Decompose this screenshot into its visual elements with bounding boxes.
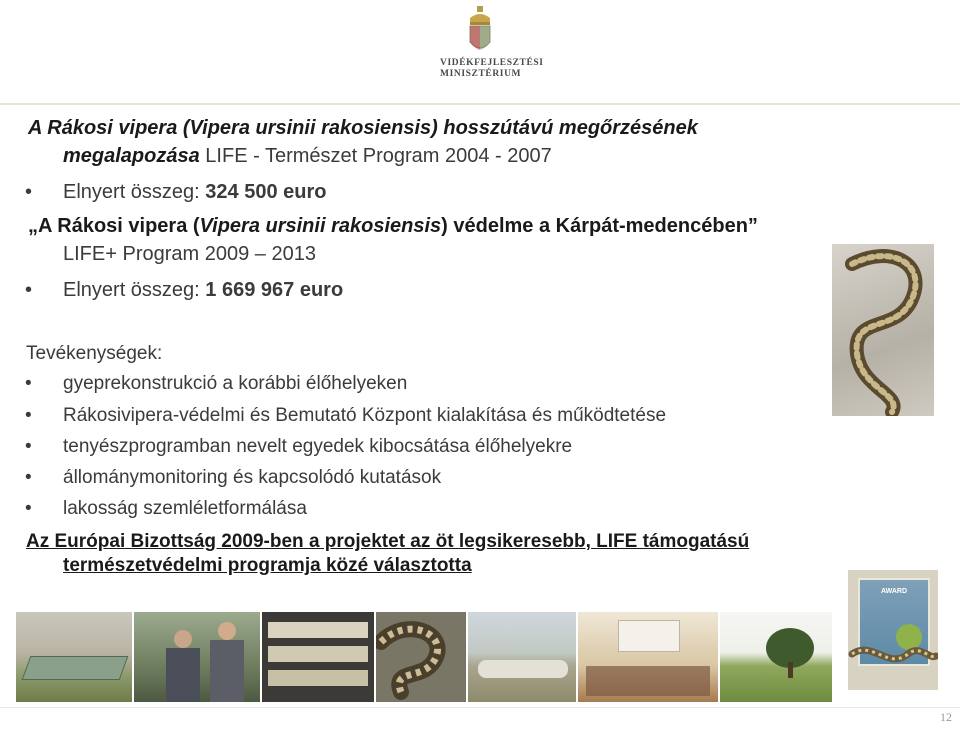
enclosure-photo [16,612,132,702]
project2-amount-label: Elnyert összeg: [63,279,206,301]
activity-item: • Rákosivipera-védelmi és Bemutató Központ kialakítása és működtetése [63,404,666,428]
logo-text-line2: MINISZTÉRIUM [440,69,522,79]
researchers-photo [134,612,260,702]
project2-program: LIFE+ Program 2009 – 2013 [63,243,316,265]
activity-item: • lakosság szemléletformálása [63,497,307,521]
ministry-logo [440,6,544,80]
viper-closeup-photo [376,612,466,702]
award-photo [848,570,938,690]
header-divider [0,103,960,105]
project2-title [28,214,758,238]
project2-title-a: „A Rákosi vipera ( [28,215,200,237]
footer-divider [0,707,960,708]
activities-heading: Tevékenységek: [26,343,163,364]
grey-cattle-photo [468,612,576,702]
logo-text-line1: VIDÉKFEJLESZTÉSI [440,58,544,68]
project2-amount-row [63,278,343,302]
project2-title-latin: Vipera ursinii rakosiensis [199,215,442,237]
activity-item: • tenyészprogramban nevelt egyedek kibocsátása élőhelyekre [63,435,572,459]
project2-title-c: ) védelme a Kárpát-medencében” [441,215,758,237]
project1-amount-label: Elnyert összeg: [63,181,206,203]
viper-photo [832,244,934,416]
project1-subtitle [63,144,552,168]
terrarium-shelves-photo [262,612,374,702]
page-number: 12 [940,710,952,724]
project1-amount-row [63,180,327,204]
coat-of-arms-icon [464,6,496,58]
award-sign-text: AWARD [880,588,908,595]
presentation-room-photo [578,612,718,702]
award-statement-line2: természetvédelmi programja közé választotta [63,555,472,576]
activity-item: • állománymonitoring és kapcsolódó kutatások [63,466,441,490]
project1-title [28,116,698,140]
project1-amount: 324 500 euro [205,181,327,203]
project1-title-end: megalapozása [63,145,200,167]
project2-amount: 1 669 967 euro [205,279,344,301]
award-statement-line1: Az Európai Bizottság 2009-ben a projektet az öt legsikeresebb, LIFE támogatású [26,531,750,552]
tree-meadow-photo [720,612,832,702]
project1-program: LIFE - Természet Program 2004 - 2007 [199,145,552,167]
project1-title-text: A Rákosi vipera (Vipera ursinii rakosiensis) hosszútávú megőrzésének [28,117,698,139]
activity-item: • gyeprekonstrukció a korábbi élőhelyeken [63,372,407,396]
